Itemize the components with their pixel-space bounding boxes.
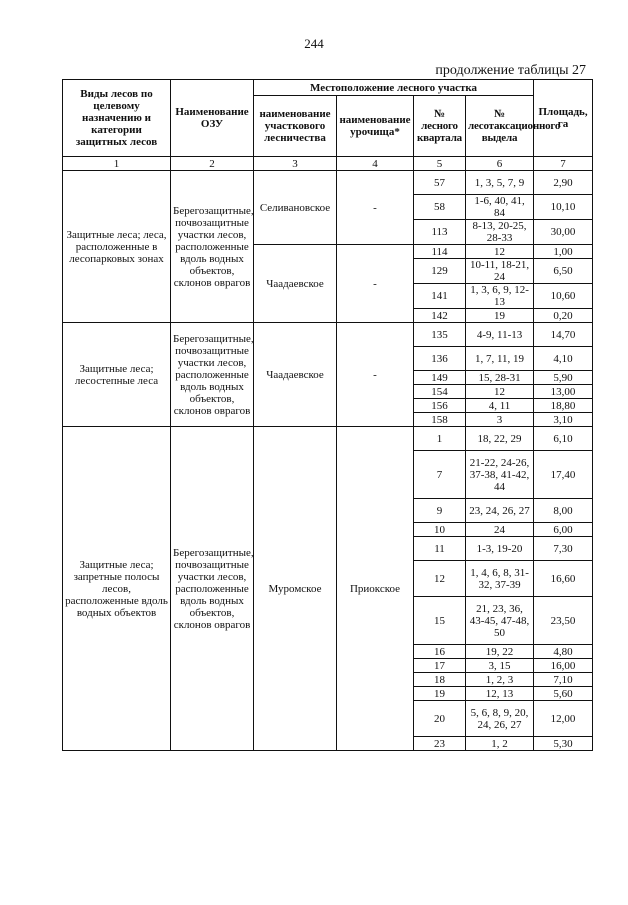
vydel-cell: 4-9, 11-13: [466, 323, 534, 347]
area-cell: 23,50: [534, 597, 593, 645]
vydel-cell: 15, 28-31: [466, 371, 534, 385]
kvartal-cell: 15: [414, 597, 466, 645]
forestry-cell: Селивановское: [254, 171, 337, 245]
area-cell: 6,50: [534, 259, 593, 284]
vydel-cell: 12: [466, 385, 534, 399]
area-cell: 10,60: [534, 284, 593, 309]
page-number: 244: [304, 36, 324, 51]
column-number-cell: 5: [414, 157, 466, 171]
area-cell: 30,00: [534, 220, 593, 245]
table-row: [63, 323, 593, 347]
vydel-cell: 24: [466, 523, 534, 537]
forestry-cell: Чаадаевское: [254, 245, 337, 323]
kvartal-cell: 1: [414, 427, 466, 451]
tract-cell: -: [337, 171, 414, 245]
forest-type-cell: Защитные леса; леса, расположенные в лесопарковых зонах: [63, 171, 171, 323]
area-cell: 10,10: [534, 195, 593, 220]
ozu-name-cell: Берегозащитные, почвозащитные участки лесов, расположенные вдоль водных объектов, склонов оврагов: [171, 171, 254, 323]
forest-type-cell: Защитные леса; лесостепные леса: [63, 323, 171, 427]
column-number-cell: 4: [337, 157, 414, 171]
column-number-cell: 1: [63, 157, 171, 171]
area-cell: 2,90: [534, 171, 593, 195]
table-row: [63, 427, 593, 451]
vydel-cell: 8-13, 20-25, 28-33: [466, 220, 534, 245]
forestry-cell: Муромское: [254, 427, 337, 751]
vydel-cell: 1-6, 40, 41, 84: [466, 195, 534, 220]
vydel-cell: 5, 6, 8, 9, 20, 24, 26, 27: [466, 701, 534, 737]
tract-cell: -: [337, 245, 414, 323]
kvartal-cell: 18: [414, 673, 466, 687]
kvartal-cell: 149: [414, 371, 466, 385]
area-cell: 4,80: [534, 645, 593, 659]
header-ozu-name: Наименование ОЗУ: [171, 80, 254, 157]
vydel-cell: 1, 4, 6, 8, 31-32, 37-39: [466, 561, 534, 597]
column-number-cell: 2: [171, 157, 254, 171]
vydel-cell: 10-11, 18-21, 24: [466, 259, 534, 284]
area-cell: 16,60: [534, 561, 593, 597]
kvartal-cell: 141: [414, 284, 466, 309]
kvartal-cell: 57: [414, 171, 466, 195]
vydel-cell: 18, 22, 29: [466, 427, 534, 451]
vydel-cell: 1, 2: [466, 737, 534, 751]
vydel-cell: 4, 11: [466, 399, 534, 413]
kvartal-cell: 7: [414, 451, 466, 499]
kvartal-cell: 58: [414, 195, 466, 220]
column-number-cell: 3: [254, 157, 337, 171]
area-cell: 7,30: [534, 537, 593, 561]
area-cell: 5,90: [534, 371, 593, 385]
kvartal-cell: 135: [414, 323, 466, 347]
header-area: Площадь, га: [534, 80, 593, 157]
ozu-name-cell: Берегозащитные, почвозащитные участки лесов, расположенные вдоль водных объектов, склонов оврагов: [171, 427, 254, 751]
kvartal-cell: 16: [414, 645, 466, 659]
area-cell: 16,00: [534, 659, 593, 673]
kvartal-cell: 129: [414, 259, 466, 284]
kvartal-cell: 20: [414, 701, 466, 737]
column-number-cell: 6: [466, 157, 534, 171]
kvartal-cell: 114: [414, 245, 466, 259]
vydel-cell: 1, 7, 11, 19: [466, 347, 534, 371]
header-tract: наименование урочища*: [337, 96, 414, 157]
ozu-name-cell: Берегозащитные, почвозащитные участки лесов, расположенные вдоль водных объектов, склонов оврагов: [171, 323, 254, 427]
kvartal-cell: 158: [414, 413, 466, 427]
kvartal-cell: 142: [414, 309, 466, 323]
vydel-cell: 1, 3, 5, 7, 9: [466, 171, 534, 195]
kvartal-cell: 12: [414, 561, 466, 597]
vydel-cell: 1, 3, 6, 9, 12-13: [466, 284, 534, 309]
area-cell: 7,10: [534, 673, 593, 687]
area-cell: 3,10: [534, 413, 593, 427]
table-row: [63, 171, 593, 195]
forestry-cell: Чаадаевское: [254, 323, 337, 427]
area-cell: 6,00: [534, 523, 593, 537]
tract-cell: Приокское: [337, 427, 414, 751]
area-cell: 17,40: [534, 451, 593, 499]
header-kvartal: № лесного квартала: [414, 96, 466, 157]
vydel-cell: 1, 2, 3: [466, 673, 534, 687]
area-cell: 5,60: [534, 687, 593, 701]
kvartal-cell: 23: [414, 737, 466, 751]
area-cell: 14,70: [534, 323, 593, 347]
area-cell: 5,30: [534, 737, 593, 751]
header-vydel: № лесотаксационного выдела: [466, 96, 534, 157]
forest-table: [62, 79, 593, 751]
forest-type-cell: Защитные леса; запретные полосы лесов, расположенные вдоль водных объектов: [63, 427, 171, 751]
area-cell: 0,20: [534, 309, 593, 323]
kvartal-cell: 11: [414, 537, 466, 561]
table-body: [63, 171, 593, 751]
table-continuation-label: продолжение таблицы 27: [435, 63, 586, 78]
header-forest-type: Виды лесов по целевому назначению и категории защитных лесов: [63, 80, 171, 157]
area-cell: 4,10: [534, 347, 593, 371]
vydel-cell: 19: [466, 309, 534, 323]
header-forestry: наименование участкового лесничества: [254, 96, 337, 157]
kvartal-cell: 113: [414, 220, 466, 245]
vydel-cell: 1-3, 19-20: [466, 537, 534, 561]
kvartal-cell: 136: [414, 347, 466, 371]
area-cell: 6,10: [534, 427, 593, 451]
kvartal-cell: 154: [414, 385, 466, 399]
vydel-cell: 19, 22: [466, 645, 534, 659]
vydel-cell: 23, 24, 26, 27: [466, 499, 534, 523]
kvartal-cell: 19: [414, 687, 466, 701]
kvartal-cell: 9: [414, 499, 466, 523]
column-number-row: [63, 157, 593, 171]
vydel-cell: 21, 23, 36, 43-45, 47-48, 50: [466, 597, 534, 645]
area-cell: 12,00: [534, 701, 593, 737]
vydel-cell: 21-22, 24-26, 37-38, 41-42, 44: [466, 451, 534, 499]
area-cell: 1,00: [534, 245, 593, 259]
column-number-cell: 7: [534, 157, 593, 171]
area-cell: 18,80: [534, 399, 593, 413]
kvartal-cell: 17: [414, 659, 466, 673]
vydel-cell: 12, 13: [466, 687, 534, 701]
header-location-group: Местоположение лесного участка: [254, 80, 534, 96]
vydel-cell: 12: [466, 245, 534, 259]
vydel-cell: 3: [466, 413, 534, 427]
tract-cell: -: [337, 323, 414, 427]
area-cell: 8,00: [534, 499, 593, 523]
kvartal-cell: 10: [414, 523, 466, 537]
kvartal-cell: 156: [414, 399, 466, 413]
vydel-cell: 3, 15: [466, 659, 534, 673]
area-cell: 13,00: [534, 385, 593, 399]
